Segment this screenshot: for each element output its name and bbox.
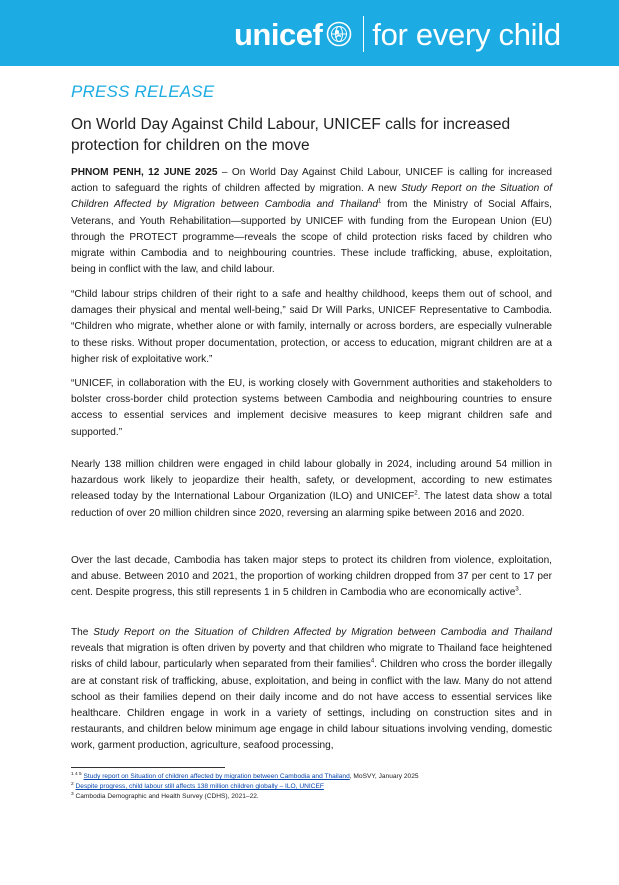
paragraph-text: Over the last decade, Cambodia has taken major steps to protect its children from violence, exploitation, and abuse. Between 2010 and 2021, the proportion of working children dropped from 37 per cent to 17 per cent. Despite progress, this still represents 1 in 5 children in Cambodia who are economically active <box>71 555 552 599</box>
brand-wordmark: unicef <box>234 16 323 52</box>
footnote-2 <box>71 782 541 791</box>
paragraph-text: . The latest data show a total reduction of over 20 million children since 2020, reversing an alarming spike between 2016 and 2020. <box>71 491 552 519</box>
brand-divider <box>363 16 364 52</box>
header-banner <box>0 0 619 66</box>
paragraph-1 <box>71 165 552 278</box>
footnote-number: 1 4 5 <box>71 771 82 777</box>
dateline: PHNOM PENH, 12 JUNE 2025 <box>71 167 218 178</box>
footnote-ref: 1 <box>378 199 382 206</box>
footnote-ref: 2 <box>414 491 418 498</box>
footnote-ref: 4 <box>370 659 375 666</box>
footnote-text: , MoSVY, January 2025 <box>349 773 419 780</box>
footnote-text: Cambodia Demographic and Health Survey (CDHS), 2021–22. <box>73 793 259 800</box>
footnote-link-ilo-unicef[interactable]: Despite progress, child labour still affects 138 million children globally – ILO, UNICEF <box>75 783 324 790</box>
report-title: Study Report on the Situation of Children Affected by Migration between Cambodia and Thailand <box>93 627 552 638</box>
paragraph-text: . Children who cross the border illegally are at constant risk of trafficking, abuse, exploitation, and being in conflict with the law. Many do not attend school as their families depend on their daily income and do not have access to essential services like healthcare. Children engage in work in a variety of settings, including on construction sites and in restaurants, and children below minimum age engage in child labour situations involving vending, domestic work, garment production, agriculture, seafood processing, <box>71 659 552 752</box>
footnote-3 <box>71 792 541 801</box>
paragraph-2: “Child labour strips children of their right to a safe and healthy childhood, keeps them out of school, and damages their physical and mental well-being,” said Dr Will Parks, UNICEF Representative to Cambodia. “Children who migrate, whether alone or with family, internally or across borders, are especially vulnerable to these risks. Without proper documentation, protection, or access to education, migrant children are at a higher risk of exploitative work.” <box>71 289 552 365</box>
paragraph-4 <box>71 457 552 522</box>
paragraph-text: . <box>518 587 522 599</box>
paragraph-text: from the Ministry of Social Affairs, Veterans, and Youth Rehabilitation—supported by UNICEF with funding from the European Union (EU) through the PROTECT programme—reveals the scope of child protection risks faced by children who migrate within Cambodia and to neighbouring countries. These include trafficking, abuse, exploitation, being in conflict with the law, and child labour. <box>71 199 552 276</box>
footnote-number: 3 <box>71 791 74 797</box>
paragraph-3: “UNICEF, in collaboration with the EU, is working closely with Government authorities and stakeholders to bolster cross-border child protection systems between Cambodia and neighbouring countries to ensure access to essential services and implement decisive measures to keep migrant children safe and supported.” <box>71 378 552 438</box>
paragraph-6 <box>71 625 552 755</box>
brand-tagline: for every child <box>372 16 561 52</box>
footnote-ref: 3 <box>515 587 519 594</box>
paragraph-text: reveals that migration is often driven by poverty and that children who migrate to Thailand face heightened risks of child labour, particularly when separated from their families <box>71 643 552 671</box>
press-release-label: PRESS RELEASE <box>71 82 215 101</box>
footnote-1 <box>71 772 541 781</box>
unicef-logo[interactable] <box>234 14 561 54</box>
paragraph-5 <box>71 553 552 602</box>
footnote-number: 2 <box>71 781 74 787</box>
paragraph-text: – On World Day Against Child Labour, UNICEF is calling for increased action to safeguard the rights of children affected by migration. A new <box>71 167 552 195</box>
report-title: Study Report on the Situation of Children Affected by Migration between Cambodia and Thailand <box>71 183 552 211</box>
paragraph-text: The <box>71 627 94 638</box>
page-title: On World Day Against Child Labour, UNICEF calls for increased protection for children on the move <box>71 116 511 154</box>
footnote-link-study-report[interactable]: Study report on Situation of children affected by migration between Cambodia and Thailand <box>83 773 350 780</box>
paragraph-text: Nearly 138 million children were engaged in child labour globally in 2024, including around 54 million in hazardous work likely to jeopardize their health, safety, or development, according to new estimates released today by the International Labour Organization (ILO) and UNICEF <box>71 459 552 503</box>
footnote-divider <box>71 767 225 768</box>
unicef-globe-emblem-icon <box>326 21 352 47</box>
